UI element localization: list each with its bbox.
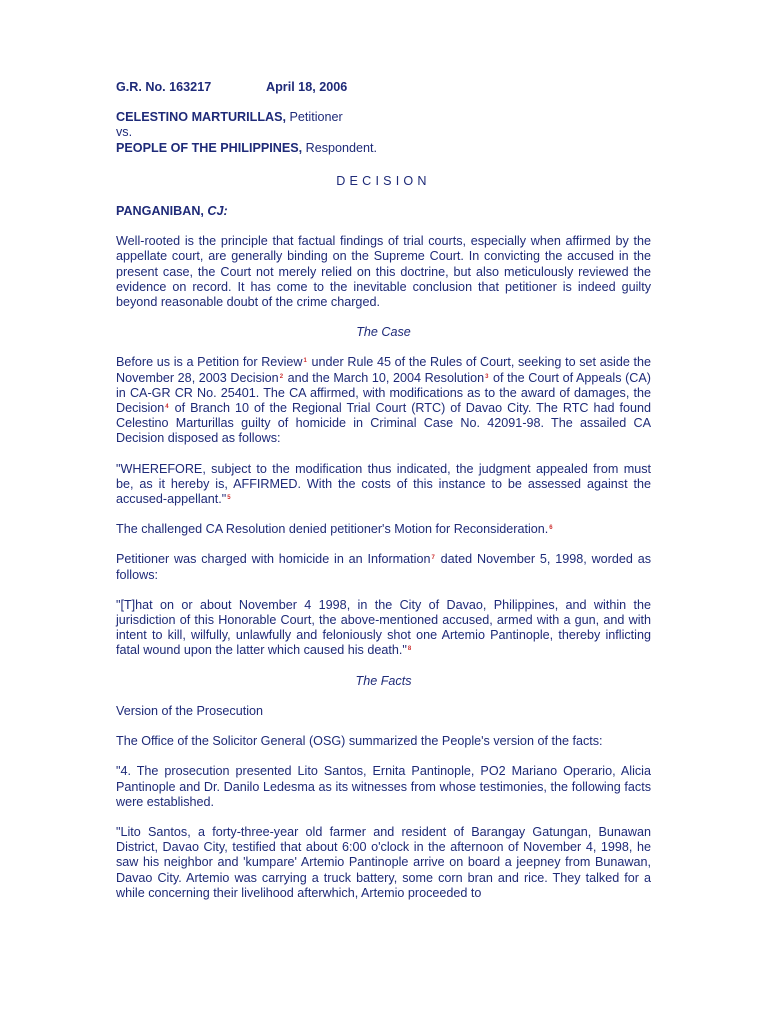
ponente-name: PANGANIBAN,	[116, 204, 208, 219]
case-header	[116, 80, 651, 95]
versus-label: vs.	[116, 125, 133, 140]
resolution-text: The challenged CA Resolution denied petitioner's Motion for Reconsideration.	[116, 522, 549, 537]
ponente	[116, 204, 651, 219]
case-text-4: of the Court of Appeals (CA) in CA-GR CR No. 25401. The CA affirmed, with modifications as to the award of damages, the Decision	[116, 370, 651, 416]
information-quote	[116, 598, 651, 659]
case-text-3: and the March 10, 2004 Resolution	[284, 370, 485, 385]
wherefore-quote	[116, 462, 651, 508]
information-text: "[T]hat on or about November 4 1998, in the City of Davao, Philippines, and within the jurisdiction of this Honorable Court, the above-mentioned accused, armed with a gun, and with intent to kill, wilfully, unlawfully and feloniously shot one Artemio Pantinople, thereby inflicting fatal wound upon the latter which caused his death."	[116, 597, 651, 658]
ponente-title: CJ:	[207, 204, 228, 219]
respondent-line	[116, 141, 651, 156]
case-paragraph	[116, 355, 651, 446]
lito-santos-paragraph: "Lito Santos, a forty-three-year old farmer and resident of Barangay Gatungan, Bunawan District, Davao City, testified that about 6:00 o'clock in the afternoon of November 4, 1998, he saw his neighbor and 'kumpare' Artemio Pantinople arrive on board a jeepney from Bunawan, Davao City. Artemio was carrying a truck battery, some corn bran and rice. They talked for a while concerning their livelihood afterwhich, Artemio proceeded to	[116, 824, 651, 900]
osg-paragraph: The Office of the Solicitor General (OSG) summarized the People's version of the facts:	[116, 734, 603, 749]
footnote-ref-8[interactable]: 8	[407, 646, 412, 653]
gr-number: G.R. No. 163217	[116, 80, 212, 94]
footnote-ref-3[interactable]: 3	[485, 373, 489, 380]
charged-paragraph	[116, 552, 651, 582]
case-text-2: under Rule 45 of the Rules of Court, seeking to set aside the November 28, 2003 Decision	[116, 355, 651, 385]
witnesses-paragraph: "4. The prosecution presented Lito Santos, Ernita Pantinople, PO2 Mariano Operario, Alicia Pantinople and Dr. Danilo Ledesma as its witnesses from whose testimonies, the following facts were established.	[116, 764, 651, 809]
respondent-name: PEOPLE OF THE PHILIPPINES,	[116, 140, 303, 155]
footnote-ref-2[interactable]: 2	[279, 373, 284, 380]
charged-text-1: Petitioner was charged with homicide in an Information	[116, 552, 431, 567]
decision-document	[116, 80, 651, 900]
section-heading-case: The Case	[356, 325, 411, 340]
case-text-5: of Branch 10 of the Regional Trial Court (RTC) of Davao City. The RTC had found Celestino Marturillas guilty of homicide in Criminal Case No. 42091-98. The assailed CA Decision disposed as follows:	[116, 401, 651, 446]
case-text-1: Before us is a Petition for Review	[116, 355, 303, 370]
section-heading-facts: The Facts	[355, 673, 412, 688]
petitioner-role: Petitioner	[286, 110, 343, 125]
petitioner-name: CELESTINO MARTURILLAS,	[116, 110, 287, 125]
footnote-ref-1[interactable]: 1	[303, 358, 307, 365]
charged-text-2: dated November 5, 1998, worded as follows:	[116, 552, 651, 582]
wherefore-text: "WHEREFORE, subject to the modification thus indicated, the judgment appealed from must be, as it hereby is, AFFIRMED. With the costs of this instance to be assessed against the accused-appellant."	[116, 461, 651, 507]
parties-block	[116, 110, 651, 156]
decision-title: DECISION	[336, 173, 431, 188]
respondent-role: Respondent.	[302, 140, 378, 155]
decision-date: April 18, 2006	[266, 80, 348, 94]
resolution-paragraph	[116, 522, 651, 537]
footnote-ref-6[interactable]: 6	[549, 525, 553, 532]
intro-paragraph: Well-rooted is the principle that factual findings of trial courts, especially when affirmed by the appellate court, are generally binding on the Supreme Court. In convicting the accused in the present case, the Court not merely relied on this doctrine, but also meticulously reviewed the evidence on record. It has come to the inevitable conclusion that petitioner is indeed guilty beyond reasonable doubt of the crime charged.	[116, 234, 651, 310]
footnote-ref-4[interactable]: 4	[165, 404, 169, 411]
footnote-ref-7[interactable]: 7	[431, 555, 435, 562]
petitioner-line	[116, 110, 651, 125]
clip-container	[116, 824, 651, 900]
prosecution-version-heading: Version of the Prosecution	[116, 703, 264, 718]
footnote-ref-5[interactable]: 5	[227, 495, 231, 502]
